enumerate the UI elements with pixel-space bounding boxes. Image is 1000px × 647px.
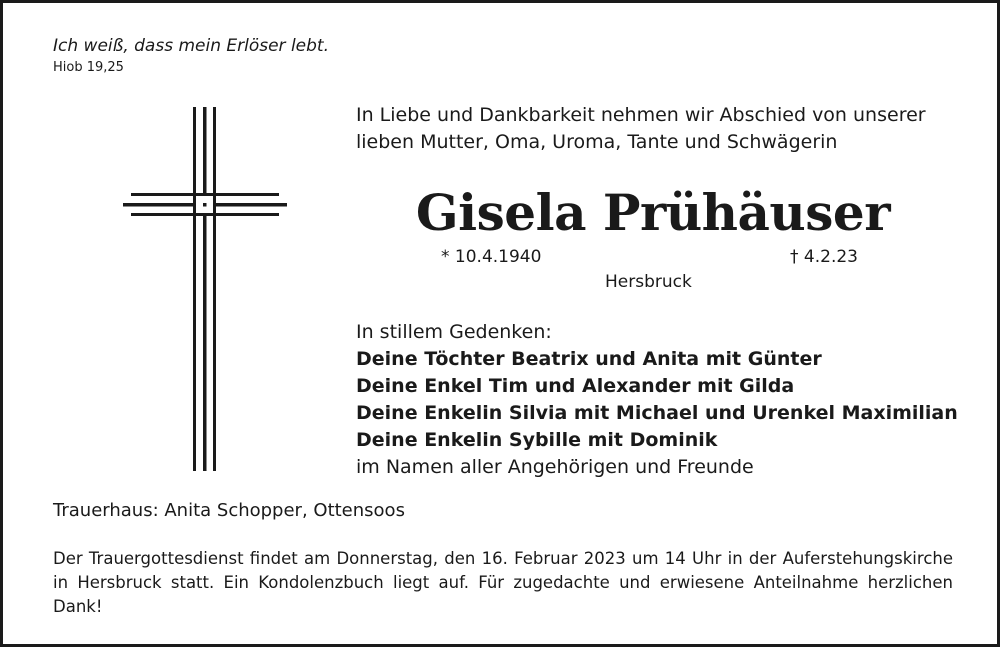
bible-quote: Ich weiß, dass mein Erlöser lebt. [53, 36, 329, 56]
deceased-name: Gisela Prühäuser [415, 183, 891, 242]
mourners-heading: In stillem Gedenken: [356, 321, 552, 343]
intro-text [356, 102, 926, 156]
intro-line-1: In Liebe und Dankbarkeit nehmen wir Abschied von unserer [356, 104, 926, 126]
mourners-closing: im Namen aller Angehörigen und Freunde [356, 456, 754, 478]
service-notice: Der Trauergottesdienst findet am Donnerstag, den 16. Februar 2023 um 14 Uhr in der Auferstehungskirche in Hersbruck statt. Ein Kondolenzbuch liegt auf. Für zugedachte und erwiesene Anteilnahme herzlichen Dank! [53, 549, 953, 616]
mourner-line: Deine Enkel Tim und Alexander mit Gilda [356, 375, 795, 397]
mourner-line: Deine Enkelin Sybille mit Dominik [356, 429, 718, 451]
mourners-block [356, 319, 958, 481]
mourner-line: Deine Töchter Beatrix und Anita mit Günter [356, 348, 822, 370]
birth-date: * 10.4.1940 [441, 247, 542, 267]
intro-line-2: lieben Mutter, Oma, Uroma, Tante und Schwägerin [356, 131, 838, 153]
cross-icon [123, 107, 287, 471]
place: Hersbruck [605, 272, 692, 292]
death-date: † 4.2.23 [790, 247, 858, 267]
mourning-house: Trauerhaus: Anita Schopper, Ottensoos [53, 500, 405, 521]
bible-quote-source: Hiob 19,25 [53, 60, 124, 75]
mourner-line: Deine Enkelin Silvia mit Michael und Urenkel Maximilian [356, 402, 958, 424]
